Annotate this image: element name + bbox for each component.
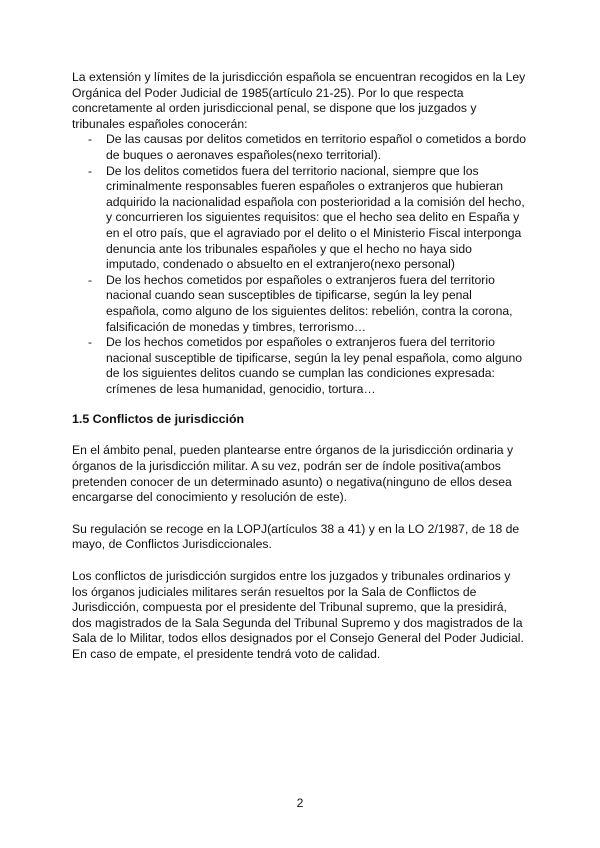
list-item [72, 335, 528, 397]
list-item-text: De los hechos cometidos por españoles o extranjeros fuera del territorio nacional cuando sean susceptibles de tipificarse, según la ley penal española, como alguno de los siguientes delitos: rebelión, contra la corona, falsificación de monedas y timbres, terrorismo… [106, 272, 513, 334]
list-dash: - [88, 163, 93, 178]
list-item [72, 273, 528, 335]
document-page [72, 70, 528, 663]
list-item-text: De los hechos cometidos por españoles o extranjeros fuera del territorio nacional susceptible de tipificarse, según la ley penal española, como alguno de los siguientes delitos cuando se cumplan las condiciones expresada: crímenes de lesa humanidad, genocidio, tortura… [106, 335, 522, 396]
list-dash: - [88, 335, 93, 350]
list-item [72, 164, 528, 273]
section-heading: 1.5 Conflictos de jurisdicción [72, 412, 245, 427]
paragraph-conflictos: Los conflictos de jurisdicción surgidos entre los juzgados y tribunales ordinarios y los órganos judiciales militares serán resueltos por la Sala de Conflictos de Jurisdicción, compuesta por el presidente del Tribunal supremo, que la presidirá, dos magistrados de la Sala Segunda del Tribunal Supremo y dos magistrados de la Sala de lo Militar, todos ellos designados por el Consejo General del Poder Judicial. En caso de empate, el presidente tendrá voto de calidad. [72, 569, 524, 661]
list-dash: - [88, 132, 93, 147]
paragraph-ambito: En el ámbito penal, pueden plantearse entre órganos de la jurisdicción ordinaria y órganos de la jurisdicción militar. A su vez, podrán ser de índole positiva(ambos pretenden conocer de un determinado asunto) o negativa(ninguno de ellos desea encargarse del conocimiento y resolución de este). [72, 443, 514, 505]
intro-paragraph: La extensión y límites de la jurisdicción española se encuentran recogidos en la Ley Orgánica del Poder Judicial de 1985(artículo 21-25). Por lo que respecta concretamente al orden jurisdiccional penal, se dispone que los juzgados y tribunales españoles conocerán: [72, 70, 526, 131]
page-number: 2 [296, 796, 304, 810]
list-item-text: De los delitos cometidos fuera del territorio nacional, siempre que los criminalmente responsables fueren españoles o extranjeros que hubieran adquirido la nacionalidad española con posterioridad a la comisión del hecho, y concurrieren los siguientes requisitos: que el hecho sea delito en España y en el otro país, que el agraviado por el delito o el Ministerio Fiscal interponga denuncia ante los tribunales españoles y que el hecho no haya sido imputado, condenado o absuelto en el extranjero(nexo personal) [106, 163, 525, 272]
jurisdiction-list [72, 132, 528, 397]
list-item-text: De las causas por delitos cometidos en territorio español o cometidos a bordo de buques o aeronaves españoles(nexo territorial). [106, 132, 527, 162]
paragraph-regulacion: Su regulación se recoge en la LOPJ(artículos 38 a 41) y en la LO 2/1987, de 18 de mayo, de Conflictos Jurisdiccionales. [72, 521, 520, 552]
list-dash: - [88, 272, 93, 287]
list-item [72, 132, 528, 163]
